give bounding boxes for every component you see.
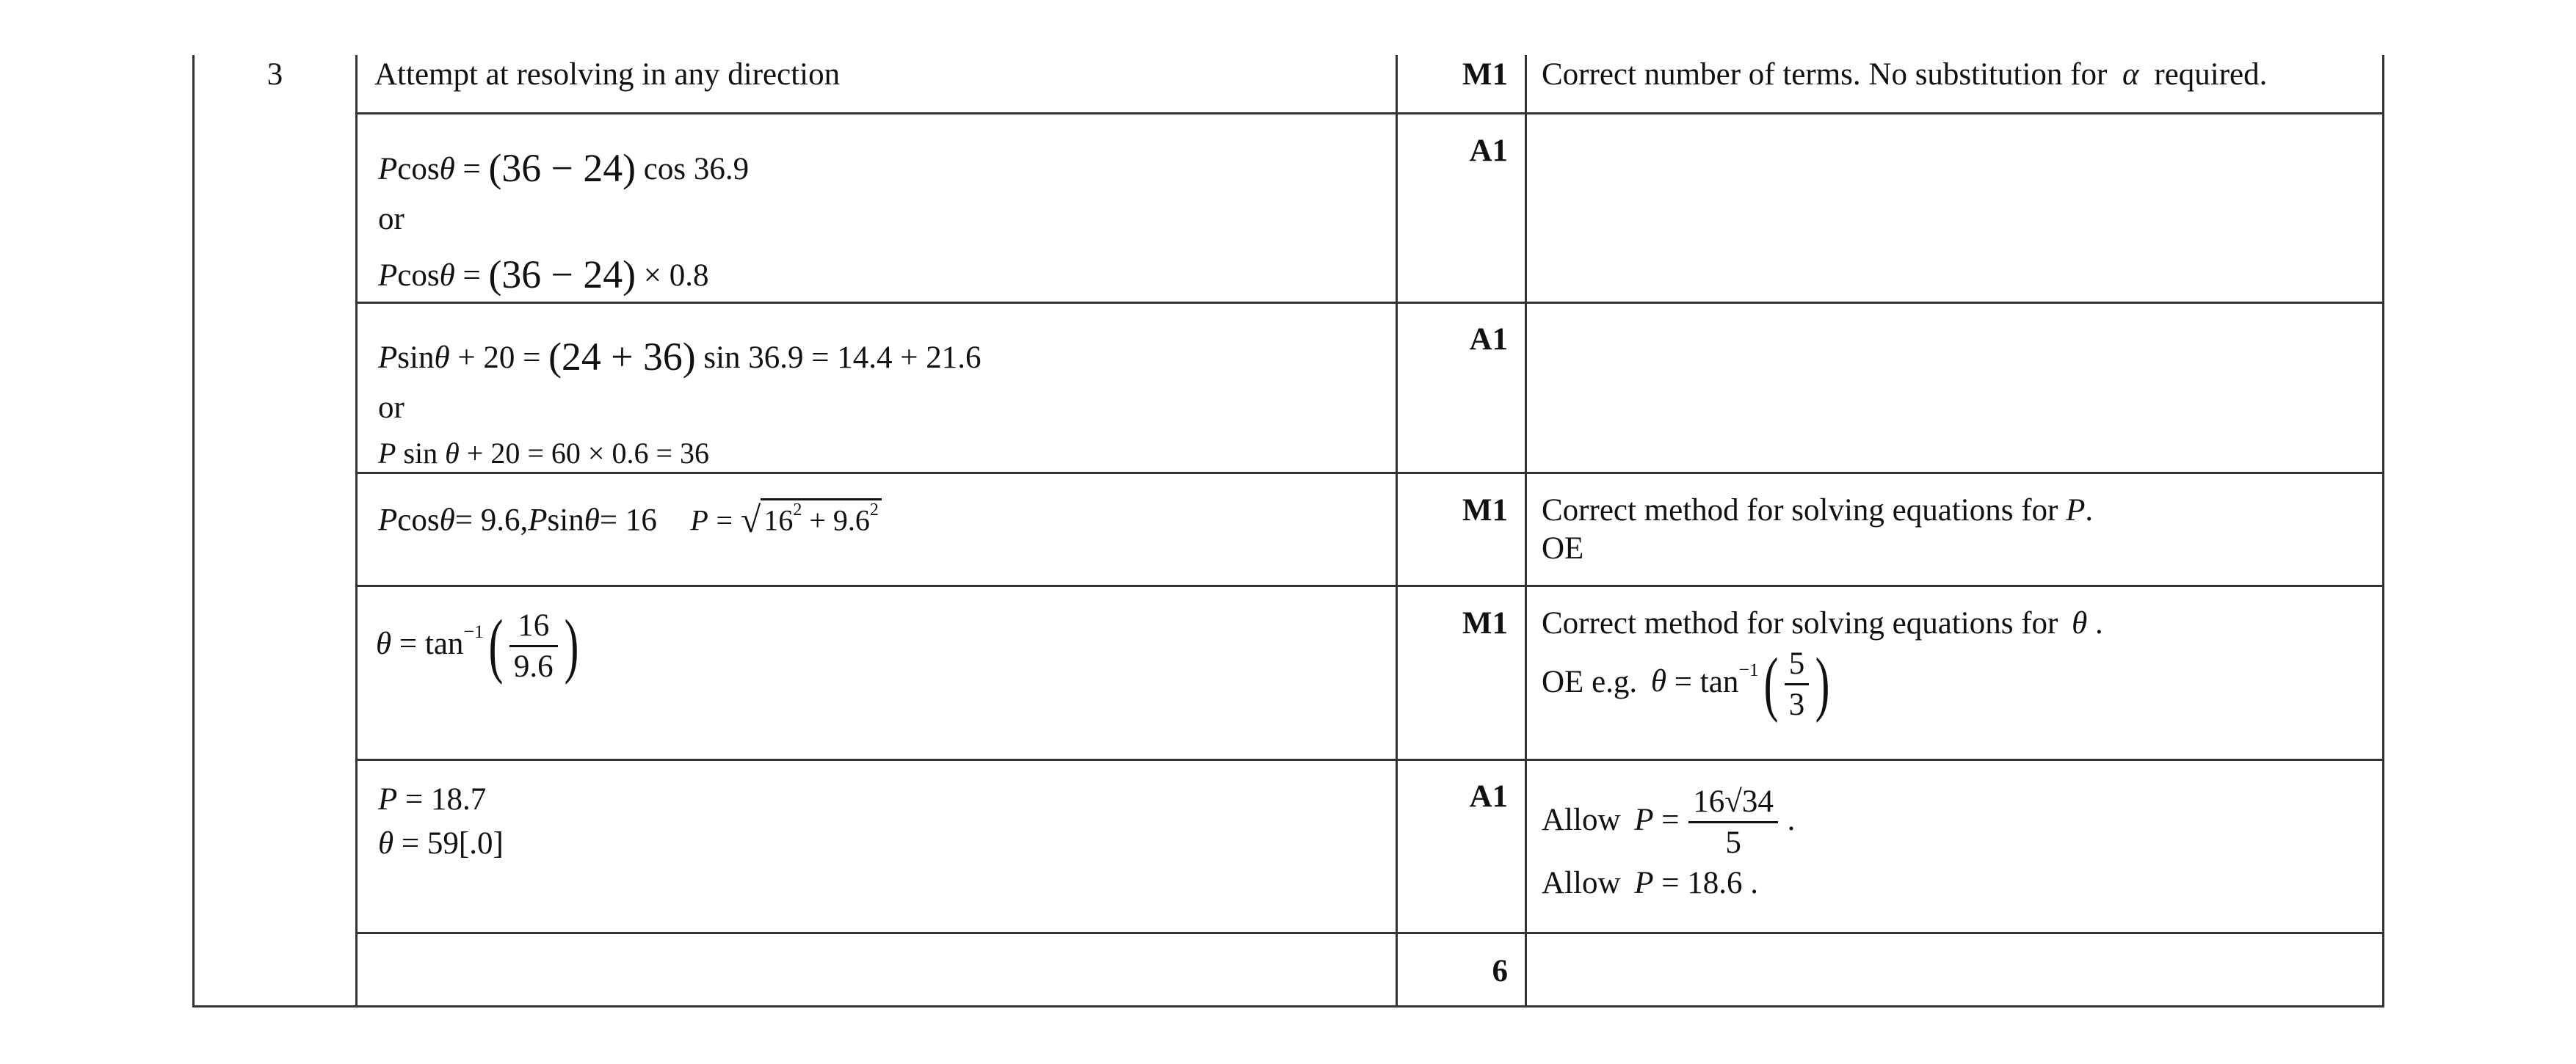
times-term: × 0.8	[643, 258, 709, 294]
row-divider	[355, 759, 2384, 761]
mark-cell-row-4	[1398, 492, 1508, 530]
fraction	[1785, 646, 1810, 724]
right-paren: )	[1815, 644, 1830, 724]
allow-text: Allow	[1542, 865, 1621, 900]
var-theta: θ	[445, 437, 460, 470]
guidance-cell-row-5	[1542, 605, 2379, 723]
equation-line	[378, 431, 1391, 475]
func-cos: cos	[397, 503, 440, 538]
fraction	[1688, 784, 1778, 861]
mark-cell-row-5	[1398, 605, 1508, 643]
guidance-text: Correct number of terms. No substitution for	[1542, 57, 2108, 92]
row-divider	[355, 585, 2384, 587]
radicand-term: + 9.6	[809, 503, 870, 537]
paren-expr: (24 + 36)	[548, 335, 696, 379]
guidance-text: Correct method for solving equations for	[1542, 493, 2058, 528]
mark-label: M1	[1462, 57, 1508, 92]
equals: =	[716, 503, 733, 537]
var-theta: θ	[439, 503, 455, 538]
guidance-cell-row-6	[1542, 784, 2379, 902]
right-paren: )	[564, 605, 578, 686]
table-border-left	[192, 55, 195, 1007]
table-column-divider-answer	[355, 55, 358, 1007]
period: .	[2095, 606, 2103, 641]
var-theta: θ	[2072, 606, 2088, 641]
numerator: 16√34	[1688, 784, 1778, 823]
func-sin: sin	[397, 340, 435, 375]
equation-line	[378, 778, 1391, 822]
guidance-text: required.	[2154, 57, 2268, 92]
row-divider	[355, 932, 2384, 934]
cos-term: cos 36.9	[643, 152, 750, 186]
mark-label: M1	[1462, 606, 1508, 641]
equation-line	[378, 243, 1391, 302]
var-theta: θ	[378, 826, 394, 861]
var-P: P	[2066, 493, 2086, 528]
exponent: 2	[869, 500, 879, 520]
table-border-bottom	[192, 1005, 2384, 1007]
equation-line	[378, 325, 1391, 385]
inverse-exponent: −1	[463, 620, 484, 642]
var-theta: θ	[439, 152, 455, 186]
table-column-divider-marks	[1396, 55, 1398, 1007]
denominator: 3	[1788, 688, 1805, 723]
mark-label: A1	[1469, 779, 1508, 814]
question-number	[195, 56, 355, 94]
func-sin: sin	[547, 503, 584, 538]
or-text: or	[378, 390, 404, 425]
question-number-text: 3	[266, 57, 283, 92]
var-P: P	[378, 782, 398, 817]
answer-cell-row-1	[374, 56, 1387, 94]
equals: =	[462, 152, 481, 186]
mark-cell-row-1	[1398, 56, 1508, 94]
equals-16: = 16	[599, 503, 657, 538]
radicand	[761, 498, 882, 537]
radicand-term: 16	[763, 503, 794, 537]
numerator: 5	[1785, 646, 1810, 685]
equation-line	[378, 136, 1391, 196]
alt-equation-rest: + 20 = 60 × 0.6 = 36	[466, 437, 710, 470]
guidance-text: Correct method for solving equations for	[1542, 606, 2058, 641]
guidance-line: OE	[1542, 531, 1584, 566]
period: .	[1787, 802, 1796, 837]
var-theta: θ	[434, 340, 450, 375]
denominator: 9.6	[513, 649, 554, 685]
var-P: P	[378, 340, 398, 375]
answer-cell-row-6	[378, 778, 1391, 866]
guidance-line	[1542, 646, 2379, 724]
answer-cell-row-5	[376, 605, 1389, 686]
answer-cell-row-4	[378, 498, 1391, 542]
var-P: P	[378, 437, 396, 470]
equals: =	[399, 626, 418, 661]
answer-text: Attempt at resolving in any direction	[374, 57, 841, 92]
total-marks-cell	[1398, 952, 1508, 991]
guidance-cell-row-1	[1542, 56, 2379, 94]
mark-label: M1	[1462, 493, 1508, 528]
exponent: 2	[793, 500, 802, 520]
equals: =	[1661, 802, 1680, 837]
answer-cell-row-2	[378, 136, 1391, 302]
var-P: P	[528, 503, 548, 538]
or-text: or	[378, 201, 404, 236]
func-cos: cos	[397, 258, 440, 294]
radical-sign: √	[740, 499, 761, 540]
var-P: P	[378, 152, 398, 186]
equation-line	[378, 822, 1391, 866]
allow-text: Allow	[1542, 802, 1621, 837]
plus-twenty-equals: + 20 =	[457, 340, 541, 375]
left-paren: (	[488, 605, 504, 686]
guidance-line	[1542, 784, 2379, 861]
inverse-exponent: −1	[1738, 658, 1759, 680]
var-theta: θ	[439, 258, 455, 294]
var-P: P	[1634, 865, 1654, 900]
sin-term: sin 36.9 = 14.4 + 21.6	[703, 340, 982, 375]
equals: =	[462, 258, 481, 294]
func-sin: sin	[403, 437, 438, 470]
guidance-line	[1542, 605, 2379, 643]
guidance-cell-row-4	[1542, 492, 2379, 567]
equals-9-6: = 9.6,	[454, 503, 529, 538]
fraction	[509, 608, 558, 685]
equals-18-7: = 18.7	[405, 782, 487, 817]
row-divider	[355, 112, 2384, 114]
total-marks: 6	[1492, 954, 1508, 988]
square-root	[741, 498, 882, 542]
equals: =	[1674, 664, 1693, 699]
var-P: P	[378, 503, 398, 538]
denominator: 5	[1725, 826, 1741, 861]
numerator: 16	[509, 608, 558, 647]
alpha-symbol: α	[2122, 57, 2139, 92]
guidance-line	[1542, 492, 2379, 530]
mark-cell-row-2	[1398, 132, 1508, 170]
answer-cell-row-3	[378, 325, 1391, 475]
equals-18-6: = 18.6 .	[1661, 865, 1759, 900]
guidance-line	[1542, 864, 2379, 903]
func-cos: cos	[397, 152, 440, 186]
mark-label: A1	[1469, 322, 1508, 357]
var-P: P	[690, 503, 708, 537]
func-tan: tan	[424, 626, 464, 661]
paren-expr: (36 − 24)	[488, 252, 636, 297]
var-P: P	[378, 258, 398, 294]
var-P: P	[1634, 802, 1654, 837]
var-theta: θ	[376, 626, 392, 661]
var-theta: θ	[1650, 664, 1667, 699]
mark-label: A1	[1469, 134, 1508, 168]
left-paren: (	[1763, 644, 1779, 724]
func-tan: tan	[1699, 664, 1739, 699]
table-border-right	[2382, 55, 2384, 1007]
equals-59: = 59[.0]	[401, 826, 504, 861]
table-column-divider-guidance	[1525, 55, 1527, 1007]
paren-expr: (36 − 24)	[488, 146, 636, 191]
mark-cell-row-6	[1398, 778, 1508, 816]
var-theta: θ	[584, 503, 600, 538]
guidance-text: OE e.g.	[1542, 664, 1638, 699]
period: .	[2085, 493, 2094, 528]
mark-cell-row-3	[1398, 321, 1508, 359]
